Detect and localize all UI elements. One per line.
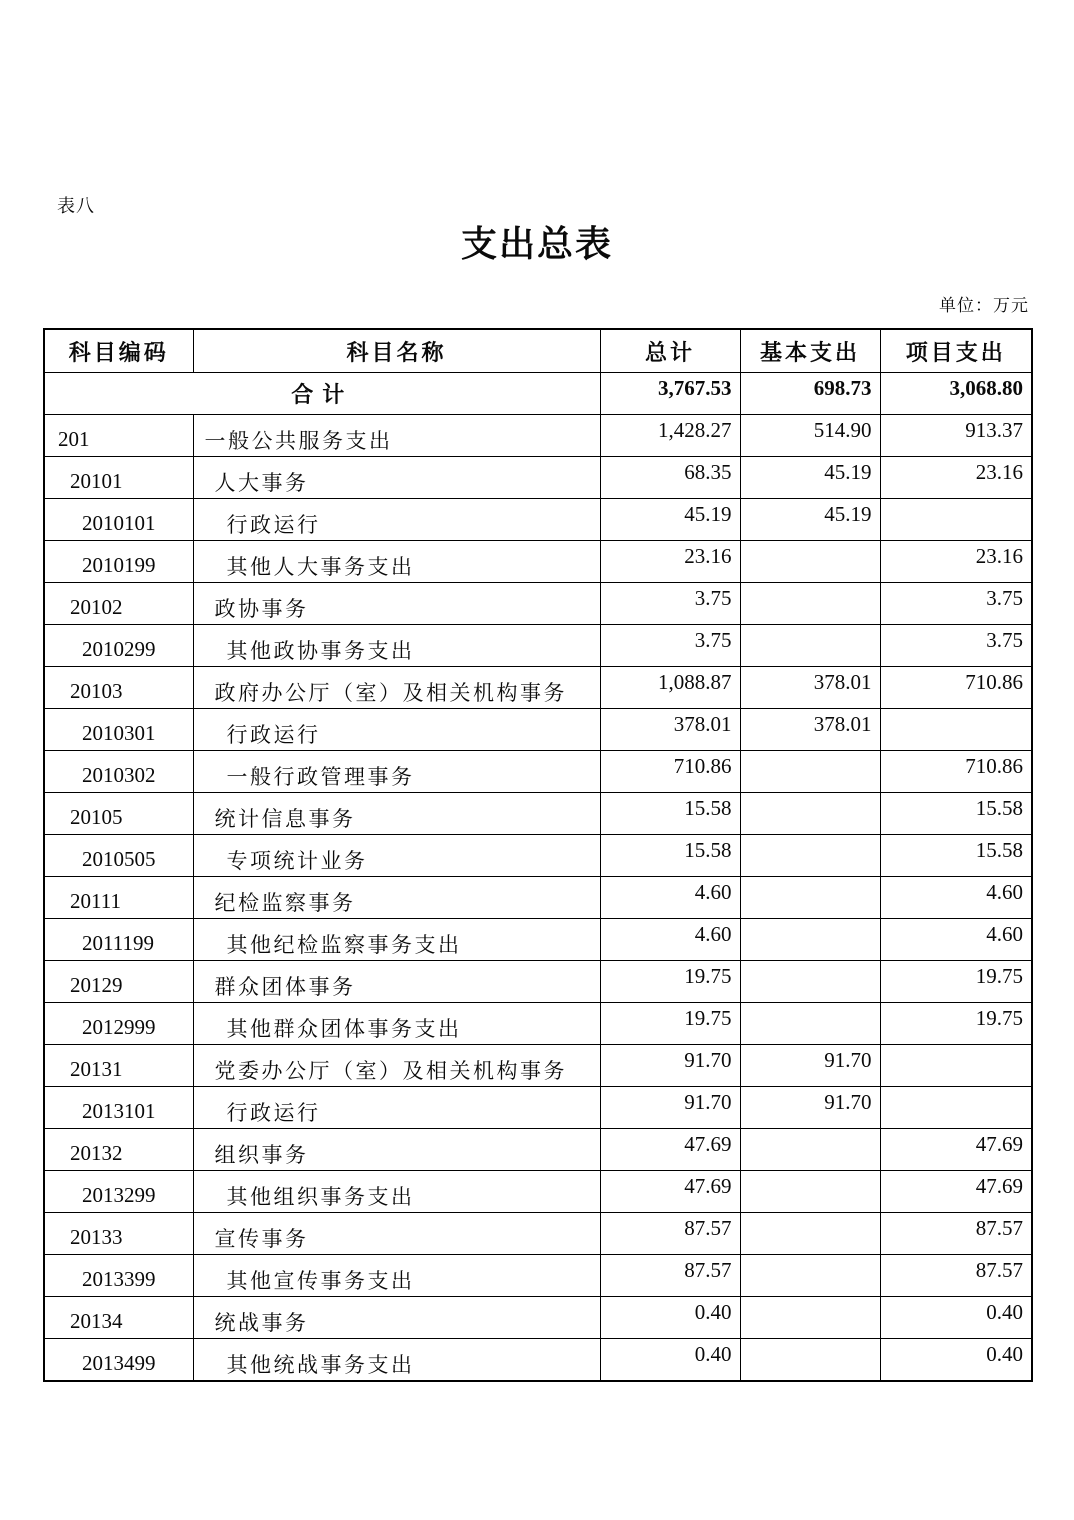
table-row	[44, 1339, 1032, 1382]
total-project-cell	[880, 373, 1032, 415]
subject-code-cell	[44, 541, 193, 583]
grand-total-cell	[600, 1087, 740, 1129]
subject-code: 20132	[70, 1141, 123, 1165]
amount-value: 87.57	[975, 1258, 1023, 1282]
project-expenditure-cell	[880, 961, 1032, 1003]
amount-value: 710.86	[965, 670, 1023, 694]
subject-name: 其他群众团体事务支出	[226, 1016, 462, 1041]
header-project-expenditure: 项目支出	[880, 329, 1032, 373]
amount-value: 91.70	[824, 1090, 872, 1114]
project-expenditure-cell	[880, 457, 1032, 499]
project-expenditure-cell	[880, 415, 1032, 457]
basic-expenditure-cell	[740, 667, 880, 709]
amount-value: 1,088.87	[658, 670, 732, 694]
basic-expenditure-cell	[740, 751, 880, 793]
subject-name: 群众团体事务	[214, 974, 356, 999]
grand-total-cell	[600, 1045, 740, 1087]
table-row	[44, 457, 1032, 499]
amount-value: 19.75	[975, 964, 1023, 988]
subject-name: 行政运行	[226, 512, 321, 537]
table-row	[44, 709, 1032, 751]
amount-value: 47.69	[975, 1174, 1023, 1198]
project-expenditure-cell	[880, 835, 1032, 877]
grand-total-cell	[600, 1297, 740, 1339]
amount-value: 3,068.80	[949, 376, 1023, 400]
subject-name-cell	[193, 751, 600, 793]
grand-total-cell	[600, 793, 740, 835]
amount-value: 45.19	[684, 502, 732, 526]
total-basic-cell	[740, 373, 880, 415]
project-expenditure-cell	[880, 793, 1032, 835]
table-row	[44, 415, 1032, 457]
project-expenditure-cell	[880, 709, 1032, 751]
amount-value: 47.69	[684, 1174, 732, 1198]
table-row	[44, 877, 1032, 919]
amount-value: 698.73	[813, 376, 872, 400]
grand-total-cell	[600, 1213, 740, 1255]
table-row	[44, 625, 1032, 667]
total-label-cell: 合计	[44, 373, 600, 415]
amount-value: 4.60	[694, 880, 732, 904]
table-row	[44, 1003, 1032, 1045]
subject-name: 统计信息事务	[214, 806, 356, 831]
subject-code: 2010299	[82, 637, 156, 661]
subject-code: 2013499	[82, 1351, 156, 1375]
subject-name: 专项统计业务	[226, 848, 368, 873]
project-expenditure-cell	[880, 751, 1032, 793]
basic-expenditure-cell	[740, 1171, 880, 1213]
table-row	[44, 1213, 1032, 1255]
grand-total-cell	[600, 1171, 740, 1213]
grand-total-cell	[600, 457, 740, 499]
subject-code-cell	[44, 919, 193, 961]
subject-code: 20134	[70, 1309, 123, 1333]
basic-expenditure-cell	[740, 1045, 880, 1087]
amount-value: 19.75	[684, 1006, 732, 1030]
amount-value: 0.40	[694, 1300, 732, 1324]
grand-total-cell	[600, 961, 740, 1003]
subject-code-cell	[44, 1297, 193, 1339]
table-row	[44, 793, 1032, 835]
amount-value: 91.70	[684, 1048, 732, 1072]
basic-expenditure-cell	[740, 1339, 880, 1382]
subject-code: 2010301	[82, 721, 156, 745]
subject-name-cell	[193, 835, 600, 877]
amount-value: 87.57	[684, 1258, 732, 1282]
grand-total-cell	[600, 541, 740, 583]
basic-expenditure-cell	[740, 1297, 880, 1339]
subject-code: 2010101	[82, 511, 156, 535]
project-expenditure-cell	[880, 541, 1032, 583]
subject-code-cell	[44, 709, 193, 751]
subject-code: 2010505	[82, 847, 156, 871]
grand-total-cell	[600, 751, 740, 793]
header-subject-name: 科目名称	[193, 329, 600, 373]
subject-code-cell	[44, 667, 193, 709]
amount-value: 3.75	[986, 628, 1023, 652]
amount-value: 15.58	[684, 838, 732, 862]
subject-code: 2010302	[82, 763, 156, 787]
amount-value: 710.86	[673, 754, 732, 778]
subject-name-cell	[193, 541, 600, 583]
subject-code: 20103	[70, 679, 123, 703]
grand-total-cell	[600, 667, 740, 709]
subject-code: 20129	[70, 973, 123, 997]
table-row	[44, 541, 1032, 583]
subject-code-cell	[44, 1045, 193, 1087]
subject-code-cell	[44, 835, 193, 877]
amount-value: 378.01	[673, 712, 732, 736]
table-row	[44, 667, 1032, 709]
subject-name-cell	[193, 667, 600, 709]
unit-note: 单位：万元	[939, 296, 1029, 315]
header-subject-code: 科目编码	[44, 329, 193, 373]
project-expenditure-cell	[880, 583, 1032, 625]
table-row	[44, 1129, 1032, 1171]
table-row	[44, 751, 1032, 793]
project-expenditure-cell	[880, 919, 1032, 961]
subject-name-cell	[193, 1087, 600, 1129]
subject-code-cell	[44, 457, 193, 499]
amount-value: 23.16	[975, 460, 1023, 484]
amount-value: 15.58	[975, 838, 1023, 862]
subject-code: 20101	[70, 469, 123, 493]
subject-code-cell	[44, 1255, 193, 1297]
project-expenditure-cell	[880, 1087, 1032, 1129]
subject-code: 20133	[70, 1225, 123, 1249]
subject-name-cell	[193, 919, 600, 961]
amount-value: 710.86	[965, 754, 1023, 778]
subject-code-cell	[44, 1003, 193, 1045]
table-row	[44, 961, 1032, 1003]
subject-name-cell	[193, 793, 600, 835]
basic-expenditure-cell	[740, 541, 880, 583]
subject-code-cell	[44, 499, 193, 541]
grand-total-cell	[600, 1255, 740, 1297]
subject-name: 行政运行	[226, 722, 321, 747]
amount-value: 47.69	[684, 1132, 732, 1156]
basic-expenditure-cell	[740, 1213, 880, 1255]
subject-name-cell	[193, 499, 600, 541]
project-expenditure-cell	[880, 1045, 1032, 1087]
amount-value: 4.60	[694, 922, 732, 946]
total-row	[44, 373, 1032, 415]
project-expenditure-cell	[880, 877, 1032, 919]
project-expenditure-cell	[880, 1213, 1032, 1255]
amount-value: 19.75	[975, 1006, 1023, 1030]
project-expenditure-cell	[880, 1171, 1032, 1213]
subject-code-cell	[44, 1339, 193, 1382]
basic-expenditure-cell	[740, 961, 880, 1003]
project-expenditure-cell	[880, 1297, 1032, 1339]
subject-code-cell	[44, 583, 193, 625]
subject-code: 20102	[70, 595, 123, 619]
subject-name-cell	[193, 415, 600, 457]
subject-name: 人大事务	[214, 470, 309, 495]
subject-name: 其他组织事务支出	[226, 1184, 415, 1209]
subject-name-cell	[193, 1129, 600, 1171]
amount-value: 3.75	[694, 628, 732, 652]
expenditure-table	[43, 328, 1033, 1382]
amount-value: 87.57	[975, 1216, 1023, 1240]
amount-value: 378.01	[813, 712, 872, 736]
subject-name: 统战事务	[214, 1310, 309, 1335]
subject-code-cell	[44, 625, 193, 667]
grand-total-cell	[600, 919, 740, 961]
subject-code-cell	[44, 1171, 193, 1213]
table-row	[44, 1297, 1032, 1339]
subject-name: 一般公共服务支出	[204, 428, 393, 453]
subject-name-cell	[193, 583, 600, 625]
subject-name-cell	[193, 877, 600, 919]
subject-code-cell	[44, 1087, 193, 1129]
subject-name-cell	[193, 709, 600, 751]
amount-value: 1,428.27	[658, 418, 732, 442]
subject-name: 纪检监察事务	[214, 890, 356, 915]
subject-name: 其他人大事务支出	[226, 554, 415, 579]
subject-name: 宣传事务	[214, 1226, 309, 1251]
basic-expenditure-cell	[740, 1129, 880, 1171]
project-expenditure-cell	[880, 1255, 1032, 1297]
grand-total-cell	[600, 1339, 740, 1382]
project-expenditure-cell	[880, 1003, 1032, 1045]
basic-expenditure-cell	[740, 877, 880, 919]
amount-value: 91.70	[684, 1090, 732, 1114]
grand-total-cell	[600, 1003, 740, 1045]
subject-code: 2013101	[82, 1099, 156, 1123]
subject-name-cell	[193, 961, 600, 1003]
grand-total-cell	[600, 499, 740, 541]
amount-value: 91.70	[824, 1048, 872, 1072]
table-row	[44, 919, 1032, 961]
project-expenditure-cell	[880, 1339, 1032, 1382]
project-expenditure-cell	[880, 667, 1032, 709]
amount-value: 4.60	[986, 880, 1023, 904]
table-row	[44, 1045, 1032, 1087]
table-row	[44, 583, 1032, 625]
basic-expenditure-cell	[740, 583, 880, 625]
amount-value: 15.58	[684, 796, 732, 820]
table-row	[44, 1171, 1032, 1213]
subject-code-cell	[44, 751, 193, 793]
subject-name: 政府办公厅（室）及相关机构事务	[214, 680, 567, 705]
subject-name: 组织事务	[214, 1142, 309, 1167]
subject-code: 2013399	[82, 1267, 156, 1291]
subject-code: 20111	[70, 889, 121, 913]
table-row	[44, 1087, 1032, 1129]
subject-code: 2010199	[82, 553, 156, 577]
subject-name: 行政运行	[226, 1100, 321, 1125]
grand-total-cell	[600, 625, 740, 667]
subject-code-cell	[44, 877, 193, 919]
subject-name: 其他统战事务支出	[226, 1352, 415, 1377]
amount-value: 4.60	[986, 922, 1023, 946]
grand-total-cell	[600, 1129, 740, 1171]
basic-expenditure-cell	[740, 415, 880, 457]
project-expenditure-cell	[880, 499, 1032, 541]
amount-value: 0.40	[986, 1300, 1023, 1324]
subject-name: 一般行政管理事务	[226, 764, 415, 789]
table-row	[44, 499, 1032, 541]
subject-name: 其他政协事务支出	[226, 638, 415, 663]
basic-expenditure-cell	[740, 1087, 880, 1129]
table-row	[44, 1255, 1032, 1297]
basic-expenditure-cell	[740, 457, 880, 499]
table-header-row	[44, 329, 1032, 373]
amount-value: 3,767.53	[658, 376, 732, 400]
amount-value: 15.58	[975, 796, 1023, 820]
subject-code: 2013299	[82, 1183, 156, 1207]
subject-name-cell	[193, 1171, 600, 1213]
table-row	[44, 835, 1032, 877]
subject-name-cell	[193, 1003, 600, 1045]
grand-total-cell	[600, 709, 740, 751]
basic-expenditure-cell	[740, 499, 880, 541]
page-title: 支出总表	[460, 224, 613, 264]
basic-expenditure-cell	[740, 835, 880, 877]
grand-total-cell	[600, 877, 740, 919]
project-expenditure-cell	[880, 625, 1032, 667]
basic-expenditure-cell	[740, 793, 880, 835]
header-basic-expenditure: 基本支出	[740, 329, 880, 373]
grand-total-cell	[600, 415, 740, 457]
subject-name: 党委办公厅（室）及相关机构事务	[214, 1058, 567, 1083]
total-grand-total-cell	[600, 373, 740, 415]
grand-total-cell	[600, 835, 740, 877]
page-label: 表八	[57, 196, 95, 216]
amount-value: 3.75	[986, 586, 1023, 610]
amount-value: 0.40	[986, 1342, 1023, 1366]
subject-name: 其他宣传事务支出	[226, 1268, 415, 1293]
subject-name-cell	[193, 1045, 600, 1087]
subject-code: 20105	[70, 805, 123, 829]
basic-expenditure-cell	[740, 919, 880, 961]
subject-code-cell	[44, 793, 193, 835]
amount-value: 45.19	[824, 502, 872, 526]
basic-expenditure-cell	[740, 1255, 880, 1297]
amount-value: 68.35	[684, 460, 732, 484]
amount-value: 913.37	[965, 418, 1023, 442]
subject-name-cell	[193, 1297, 600, 1339]
amount-value: 23.16	[975, 544, 1023, 568]
subject-name-cell	[193, 1255, 600, 1297]
amount-value: 0.40	[694, 1342, 732, 1366]
subject-code: 201	[58, 427, 90, 451]
subject-code-cell	[44, 415, 193, 457]
subject-code-cell	[44, 1129, 193, 1171]
amount-value: 19.75	[684, 964, 732, 988]
subject-name: 其他纪检监察事务支出	[226, 932, 462, 957]
amount-value: 3.75	[694, 586, 732, 610]
subject-code-cell	[44, 1213, 193, 1255]
basic-expenditure-cell	[740, 1003, 880, 1045]
subject-code: 2011199	[82, 931, 154, 955]
subject-code-cell	[44, 961, 193, 1003]
subject-name-cell	[193, 1339, 600, 1382]
basic-expenditure-cell	[740, 709, 880, 751]
project-expenditure-cell	[880, 1129, 1032, 1171]
subject-code: 2012999	[82, 1015, 156, 1039]
subject-name: 政协事务	[214, 596, 309, 621]
subject-code: 20131	[70, 1057, 123, 1081]
subject-name-cell	[193, 1213, 600, 1255]
amount-value: 45.19	[824, 460, 872, 484]
amount-value: 87.57	[684, 1216, 732, 1240]
amount-value: 514.90	[813, 418, 872, 442]
grand-total-cell	[600, 583, 740, 625]
amount-value: 378.01	[813, 670, 872, 694]
subject-name-cell	[193, 625, 600, 667]
amount-value: 23.16	[684, 544, 732, 568]
amount-value: 47.69	[975, 1132, 1023, 1156]
subject-name-cell	[193, 457, 600, 499]
header-grand-total: 总计	[600, 329, 740, 373]
basic-expenditure-cell	[740, 625, 880, 667]
